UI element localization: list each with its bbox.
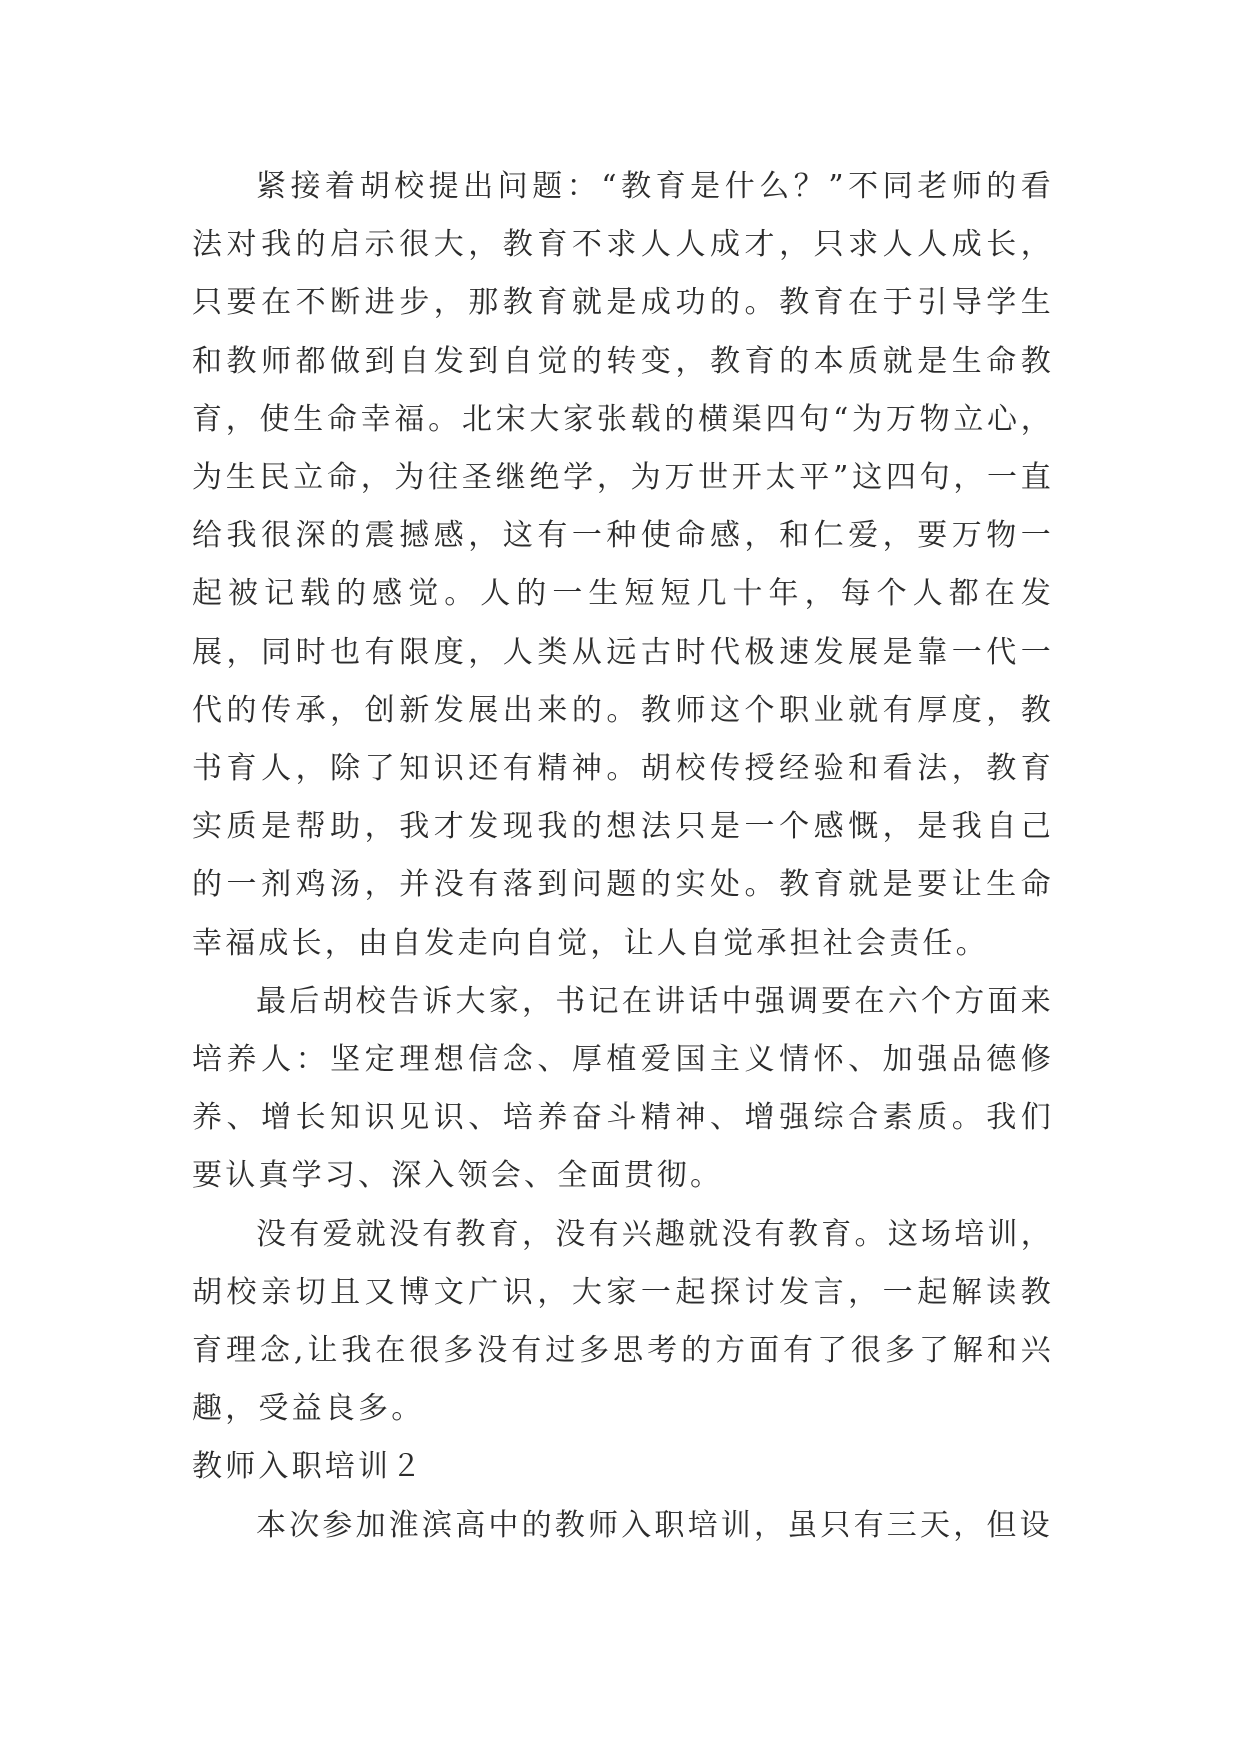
paragraph-love-and-interest: 没有爱就没有教育，没有兴趣就没有教育。这场培训，胡校亲切且又博文广识，大家一起探讨发言，一起解读教育理念,让我在很多没有过多思考的方面有了很多了解和兴趣，受益良多。 — [192, 1216, 1054, 1427]
paragraph-six-aspects: 最后胡校告诉大家，书记在讲话中强调要在六个方面来培养人：坚定理想信念、厚植爱国主义情怀、加强品德修养、增长知识见识、培养奋斗精神、增强综合素质。我们要认真学习、深入领会、全面贯彻。 — [192, 983, 1054, 1194]
section-heading: 教师入职培训２ — [192, 1449, 425, 1485]
paragraph-training-intro: 本次参加淮滨高中的教师入职培训，虽只有三天，但设 — [256, 1507, 1053, 1543]
document-body — [192, 158, 1054, 1555]
paragraph-education-meaning: 紧接着胡校提出问题：“教育是什么？”不同老师的看法对我的启示很大，教育不求人人成才，只求人人成长，只要在不断进步，那教育就是成功的。教育在于引导学生和教师都做到自发到自觉的转变，教育的本质就是生命教育，使生命幸福。北宋大家张载的横渠四句“为万物立心，为生民立命，为往圣继绝学，为万世开太平”这四句，一直给我很深的震撼感，这有一种使命感，和仁爱，要万物一起被记载的感觉。人的一生短短几十年，每个人都在发展，同时也有限度，人类从远古时代极速发展是靠一代一代的传承，创新发展出来的。教师这个职业就有厚度，教书育人，除了知识还有精神。胡校传授经验和看法，教育实质是帮助，我才发现我的想法只是一个感慨，是我自己的一剂鸡汤，并没有落到问题的实处。教育就是要让生命幸福成长，由自发走向自觉，让人自觉承担社会责任。 — [192, 169, 1054, 961]
